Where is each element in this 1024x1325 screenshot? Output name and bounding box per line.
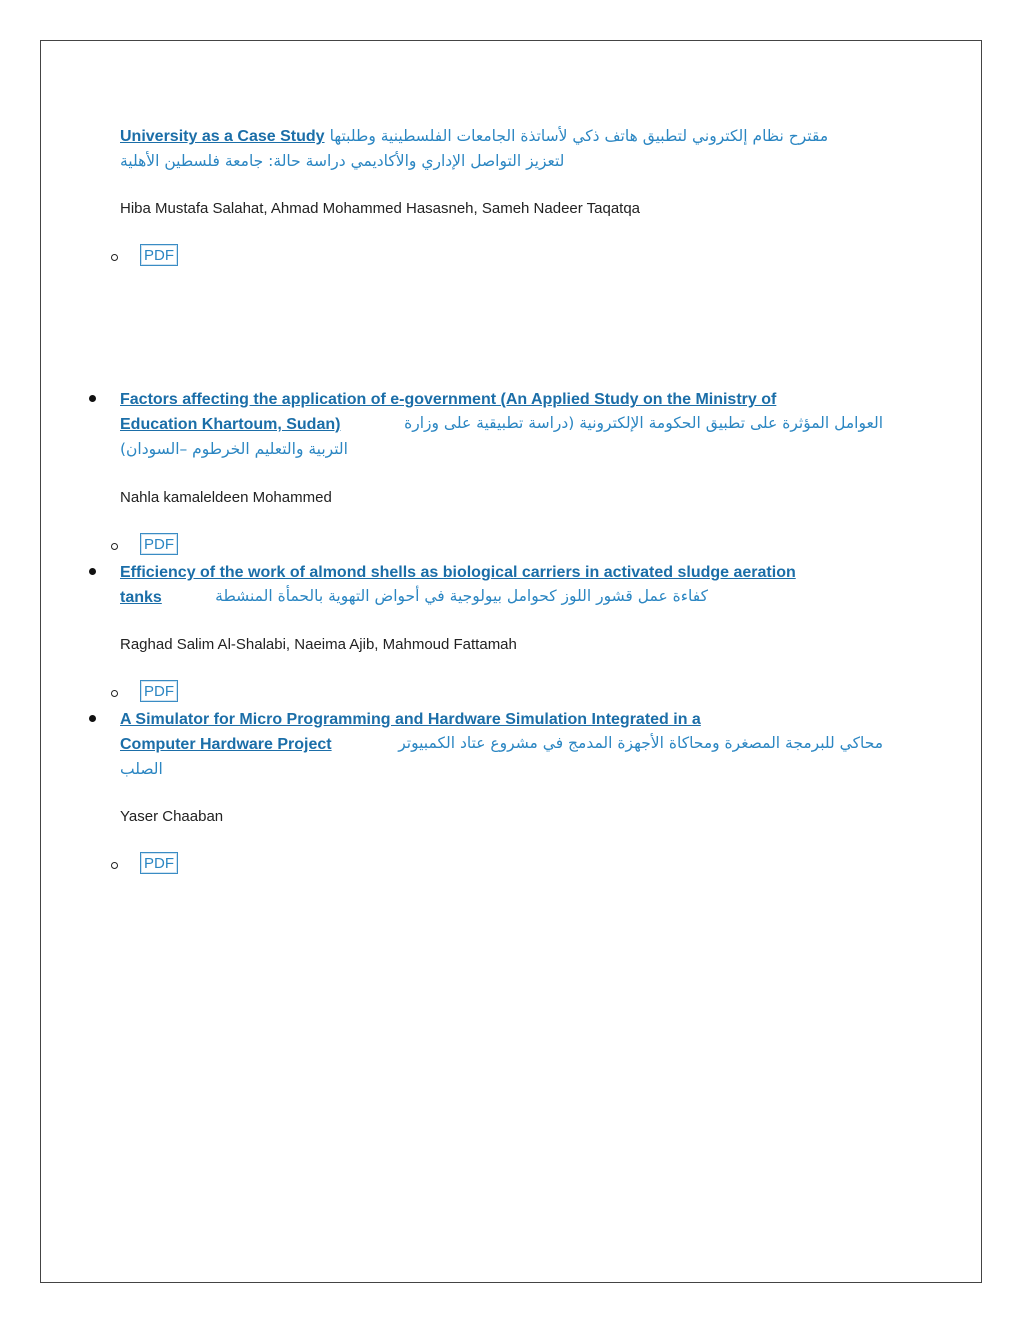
pdf-button-2[interactable]: PDF [140,533,178,555]
article-title-2-ar-line3[interactable]: التربية والتعليم الخرطوم –السودان) [120,440,348,458]
article-authors-2: Nahla kamaleldeen Mohammed [120,489,332,506]
list-bullet-4 [89,715,96,722]
sub-bullet-3 [111,690,118,697]
article-title-3[interactable] [120,559,910,585]
article-title-4-en-line1[interactable]: A Simulator for Micro Programming and Hardware Simulation Integrated in a [120,711,701,728]
article-title-4-ar-line2[interactable]: محاكي للبرمجة المصغرة ومحاكاة الأجهزة المدمج في مشروع عتاد الكمبيوتر [398,734,883,752]
article-authors-4: Yaser Chaaban [120,808,224,825]
article-authors-3: Raghad Salim Al-Shalabi, Naeima Ajib, Mahmoud Fattamah [120,636,517,653]
article-title-1[interactable] [120,123,910,149]
article-title-4-en-line2[interactable]: Computer Hardware Project [120,736,332,753]
sub-bullet-2 [111,543,118,550]
article-title-1-ar-line2[interactable]: لتعزيز التواصل الإداري والأكاديمي دراسة حالة: جامعة فلسطين الأهلية [120,152,565,170]
article-title-2[interactable] [120,386,910,412]
article-authors-1: Hiba Mustafa Salahat, Ahmad Mohammed Hasasneh, Sameh Nadeer Taqatqa [120,200,641,217]
list-bullet-2 [89,395,96,402]
sub-bullet-1 [111,254,118,261]
pdf-button-1[interactable]: PDF [140,244,178,266]
article-title-3-ar-line2[interactable]: كفاءة عمل قشور اللوز كحوامل بيولوجية في أحواض التهوية بالحمأة المنشطة [215,587,708,605]
article-title-4[interactable] [120,706,910,732]
article-title-4-ar-line3[interactable]: الصلب [120,760,163,778]
sub-bullet-4 [111,862,118,869]
list-bullet-3 [89,568,96,575]
article-title-1-ar[interactable]: مقترح نظام إلكتروني لتطبيق هاتف ذكي لأساتذة الجامعات الفلسطينية وطلبتها [329,127,829,145]
article-title-2-en-line2[interactable]: Education Khartoum, Sudan) [120,416,341,433]
article-title-2-ar-line2[interactable]: العوامل المؤثرة على تطبيق الحكومة الإلكترونية (دراسة تطبيقية على وزارة [404,414,883,432]
pdf-button-4[interactable]: PDF [140,852,178,874]
article-title-3-en-line2[interactable]: tanks [120,589,162,606]
page-frame [40,40,982,1283]
article-title-2-en-line1[interactable]: Factors affecting the application of e-government (An Applied Study on the Ministry of [120,391,777,408]
article-title-1-en[interactable]: University as a Case Study [120,128,325,145]
article-title-3-en-line1[interactable]: Efficiency of the work of almond shells as biological carriers in activated sludge aeration [120,564,796,581]
pdf-button-3[interactable]: PDF [140,680,178,702]
